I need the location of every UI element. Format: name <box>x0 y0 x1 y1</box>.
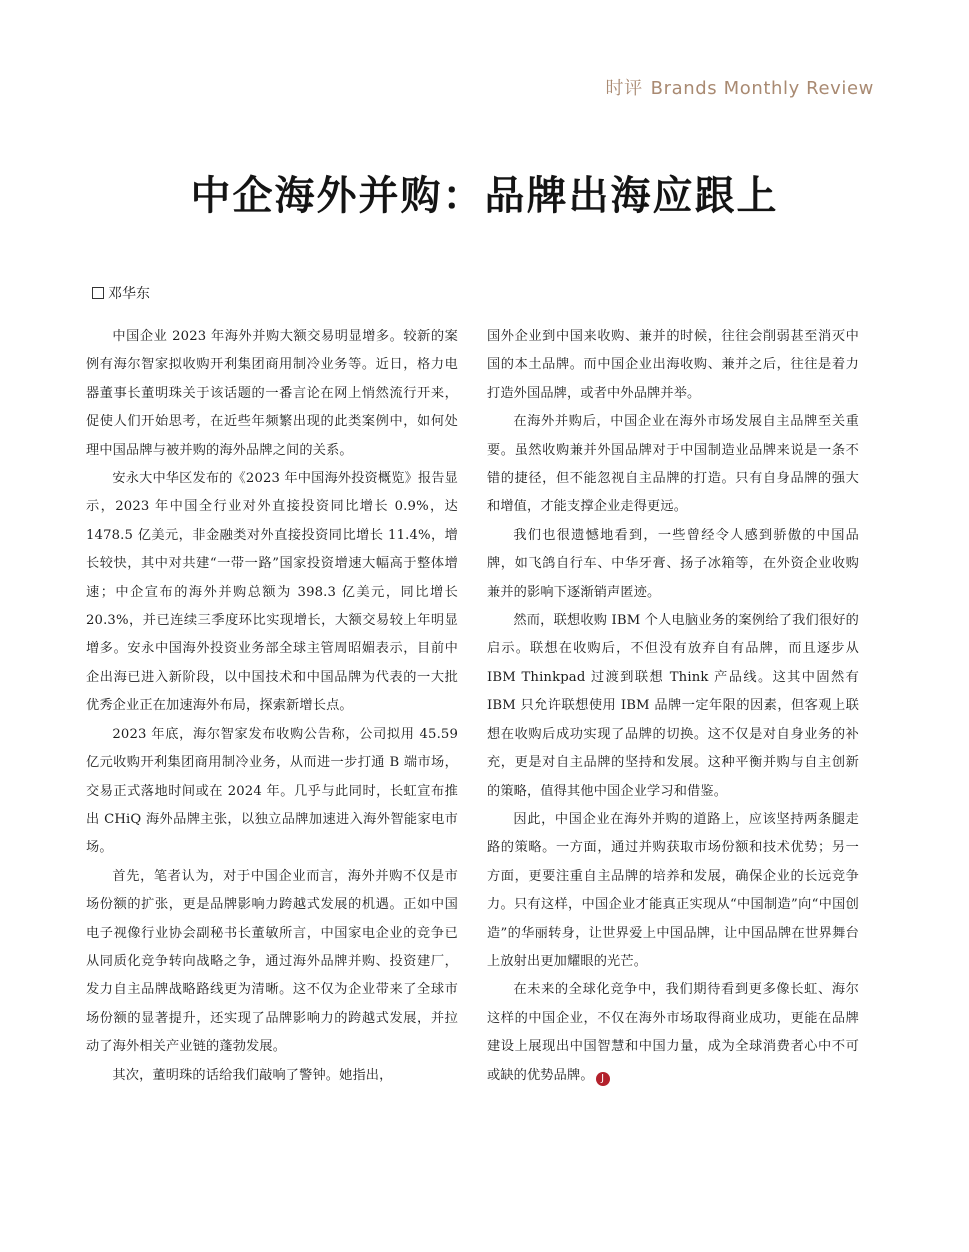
paragraph: 我们也很遗憾地看到，一些曾经令人感到骄傲的中国品牌，如飞鸽自行车、中华牙膏、扬子冰箱等，在外资企业收购兼并的影响下逐渐销声匿迹。 <box>487 527 859 600</box>
paragraph: 在海外并购后，中国企业在海外市场发展自主品牌至关重要。虽然收购兼并外国品牌对于中国制造业品牌来说是一条不错的捷径，但不能忽视自主品牌的打造。只有自身品牌的强大和增值，才能支撑企业走得更远。 <box>487 414 859 515</box>
running-header <box>605 74 874 100</box>
end-mark-icon: J <box>596 1072 610 1086</box>
article-title: 中企海外并购：品牌出海应跟上 <box>190 173 779 219</box>
paragraph-continuation: 国外企业到中国来收购、兼并的时候，往往会削弱甚至消灭中国的本土品牌。而中国企业出海收购、兼并之后，往往是着力打造外国品牌，或者中外品牌并举。 <box>487 329 859 401</box>
paragraph: 首先，笔者认为，对于中国企业而言，海外并购不仅是市场份额的扩张，更是品牌影响力跨越式发展的机遇。正如中国电子视像行业协会副秘书长董敏所言，中国家电企业的竞争已从同质化竞争转向战略之争，通过海外品牌并购、投资建厂，发力自主品牌战略路线更为清晰。这不仅为企业带来了全球市场份额的显著提升，还实现了品牌影响力的跨越式发展，并拉动了海外相关产业链的蓬勃发展。 <box>86 868 458 1055</box>
paragraph: 2023 年底，海尔智家发布收购公告称，公司拟用 45.59 亿元收购开利集团商用制冷业务，从而进一步打通 B 端市场，交易正式落地时间或在 2024 年。几乎与此同时，长虹宣布推出 CHiQ 海外品牌主张，以独立品牌加速进入海外智能家电市场。 <box>86 726 458 856</box>
final-paragraph <box>487 976 859 1090</box>
byline-box-icon <box>92 287 104 299</box>
paragraph: 其次，董明珠的话给我们敲响了警钟。她指出， <box>112 1067 393 1083</box>
left-column <box>86 323 458 1090</box>
publication-name: Brands Monthly Review <box>650 78 874 99</box>
author-name: 邓华东 <box>108 286 150 302</box>
byline <box>92 283 150 303</box>
final-paragraph-text: 在未来的全球化竞争中，我们期待看到更多像长虹、海尔这样的中国企业，不仅在海外市场取得商业成功，更能在品牌建设上展现出中国智慧和中国力量，成为全球消费者心中不可或缺的优势品牌。 <box>487 982 859 1083</box>
section-label: 时评 <box>605 78 643 99</box>
paragraph: 安永大中华区发布的《2023 年中国海外投资概览》报告显示，2023 年中国全行业对外直接投资同比增长 0.9%，达 1478.5 亿美元，非金融类对外直接投资同比增长 11.4%，增长较快，其中对共建“一带一路”国家投资增速大幅高于整体增速；中企宣布的海外并购总额为 398.3 亿美元，同比增长 20.3%，并已连续三季度环比实现增长，大额交易较上年明显增多。安永中国海外投资业务部全球主管周昭媚表示，目前中企出海已进入新阶段，以中国技术和中国品牌为代表的一大批优秀企业正在加速海外布局，探索新增长点。 <box>86 471 458 714</box>
paragraph: 然而，联想收购 IBM 个人电脑业务的案例给了我们很好的启示。联想在收购后，不但没有放弃自有品牌，而且逐步从 IBM Thinkpad 过渡到联想 Think 产品线。这其中固然有 IBM 只允许联想使用 IBM 品牌一定年限的因素，但客观上联想在收购后成功实现了品牌的切换。这不仅是对自身业务的补充，更是对自主品牌的坚持和发展。这种平衡并购与自主创新的策略，值得其他中国企业学习和借鉴。 <box>487 613 859 799</box>
right-column <box>487 323 859 1090</box>
paragraph: 中国企业 2023 年海外并购大额交易明显增多。较新的案例有海尔智家拟收购开利集团商用制冷业务等。近日，格力电器董事长董明珠关于该话题的一番言论在网上悄然流行开来，促使人们开始思考，在近些年频繁出现的此类案例中，如何处理中国品牌与被并购的海外品牌之间的关系。 <box>86 329 458 458</box>
paragraph: 因此，中国企业在海外并购的道路上，应该坚持两条腿走路的策略。一方面，通过并购获取市场份额和技术优势；另一方面，更要注重自主品牌的培养和发展，确保企业的长远竞争力。只有这样，中国企业才能真正实现从“中国制造”向“中国创造”的华丽转身，让世界爱上中国品牌，让中国品牌在世界舞台上放射出更加耀眼的光芒。 <box>487 811 859 969</box>
